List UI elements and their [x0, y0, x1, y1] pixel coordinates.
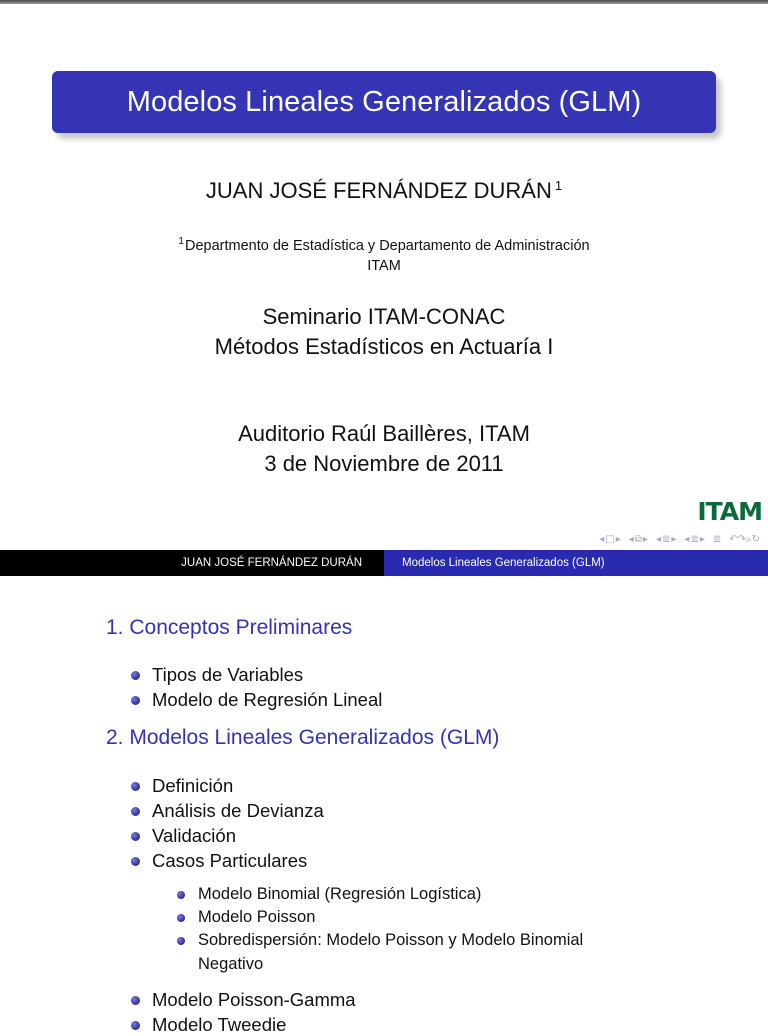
frame-icon[interactable]: □ [605, 533, 615, 545]
affiliation-footnote-mark: 1 [178, 236, 184, 248]
beamer-navigation-bar [593, 532, 760, 546]
frame-nav [599, 534, 621, 545]
footer-title: Modelos Lineales Generalizados (GLM) [384, 550, 768, 576]
slide-title: Modelos Lineales Generalizados (GLM) [126, 85, 642, 118]
bullet-icon [177, 891, 185, 899]
section-heading-2: 2. Modelos Lineales Generalizados (GLM) [106, 726, 500, 749]
bullet-icon [131, 996, 140, 1005]
document-icon[interactable]: ≣ [690, 533, 699, 545]
list-item [131, 800, 324, 822]
list-item [131, 989, 356, 1011]
search-icons[interactable]: ↶↷⌕↻ [729, 533, 760, 545]
bullet-icon [131, 696, 140, 705]
document-nav [684, 534, 704, 545]
sub-list-item [177, 931, 583, 950]
author-line [0, 178, 768, 204]
list-item-label: Casos Particulares [152, 850, 308, 871]
bullet-icon [131, 807, 140, 816]
top-rule [0, 0, 768, 4]
sub-list-item-label: Modelo Binomial (Regresión Logística) [198, 885, 482, 903]
bullet-icon [177, 914, 185, 922]
list-item [131, 689, 382, 711]
title-box [52, 71, 716, 133]
list-item-label: Definición [152, 775, 234, 796]
bullet-icon [131, 671, 140, 680]
subsection-icon[interactable]: ⧉ [634, 533, 642, 545]
date-line: 3 de Noviembre de 2011 [264, 451, 504, 476]
bullet-icon [131, 857, 140, 866]
sub-list-item [177, 885, 481, 904]
affiliation-line-1 [0, 238, 768, 254]
subsection-forward-icon[interactable]: ▸ [642, 533, 648, 545]
subsection-nav [629, 534, 648, 545]
list-item-label: Tipos de Variables [152, 664, 304, 685]
search-nav [729, 534, 760, 545]
section-back-icon[interactable]: ◂ [655, 533, 661, 545]
section-nav [656, 534, 676, 545]
list-item [131, 775, 233, 797]
outline-nav [713, 534, 721, 545]
section-forward-icon[interactable]: ▸ [671, 533, 677, 545]
author-name: JUAN JOSÉ FERNÁNDEZ DURÁN [205, 178, 552, 203]
list-item [131, 1014, 286, 1036]
bullet-icon [131, 1021, 140, 1030]
footer-author: JUAN JOSÉ FERNÁNDEZ DURÁN [0, 550, 384, 576]
event-line-1: Seminario ITAM-CONAC [262, 304, 506, 329]
frame-back-icon[interactable]: ◂ [599, 533, 605, 545]
bullet-icon [177, 937, 185, 945]
sub-list-item-continuation: Negativo [198, 955, 264, 973]
list-item-label: Análisis de Devianza [152, 800, 324, 821]
affiliation-text: Departmento de Estadística y Departamento de Administración [184, 238, 590, 254]
list-item [131, 664, 303, 686]
sub-list-item-label: Modelo Poisson [198, 908, 316, 926]
sub-list-item [177, 908, 315, 927]
list-item-label: Modelo Tweedie [152, 1014, 287, 1035]
list-item-label: Modelo de Regresión Lineal [152, 689, 383, 710]
itam-logo: ITAM [697, 497, 762, 526]
document-back-icon[interactable]: ◂ [684, 533, 690, 545]
bullet-icon [131, 832, 140, 841]
list-item-label: Validación [152, 825, 236, 846]
frame-forward-icon[interactable]: ▸ [615, 533, 621, 545]
event-line-2: Métodos Estadísticos en Actuaría I [214, 334, 554, 359]
author-footnote-mark: 1 [554, 177, 563, 193]
outline-icon[interactable]: ≣ [712, 533, 722, 545]
bullet-icon [131, 782, 140, 791]
list-item [131, 825, 236, 847]
slide-footer [0, 550, 768, 576]
section-heading-1: 1. Conceptos Preliminares [106, 616, 353, 639]
outline-slide [0, 576, 768, 1035]
document-forward-icon[interactable]: ▸ [699, 533, 705, 545]
list-item [131, 850, 307, 872]
list-item-label: Modelo Poisson-Gamma [152, 989, 356, 1010]
subsection-back-icon[interactable]: ◂ [628, 533, 634, 545]
venue-line: Auditorio Raúl Baillères, ITAM [238, 421, 530, 446]
section-icon[interactable]: ≣ [661, 533, 671, 545]
sub-list-item-label: Sobredispersión: Modelo Poisson y Modelo Binomial [198, 931, 584, 949]
affiliation-line-2: ITAM [367, 258, 401, 274]
